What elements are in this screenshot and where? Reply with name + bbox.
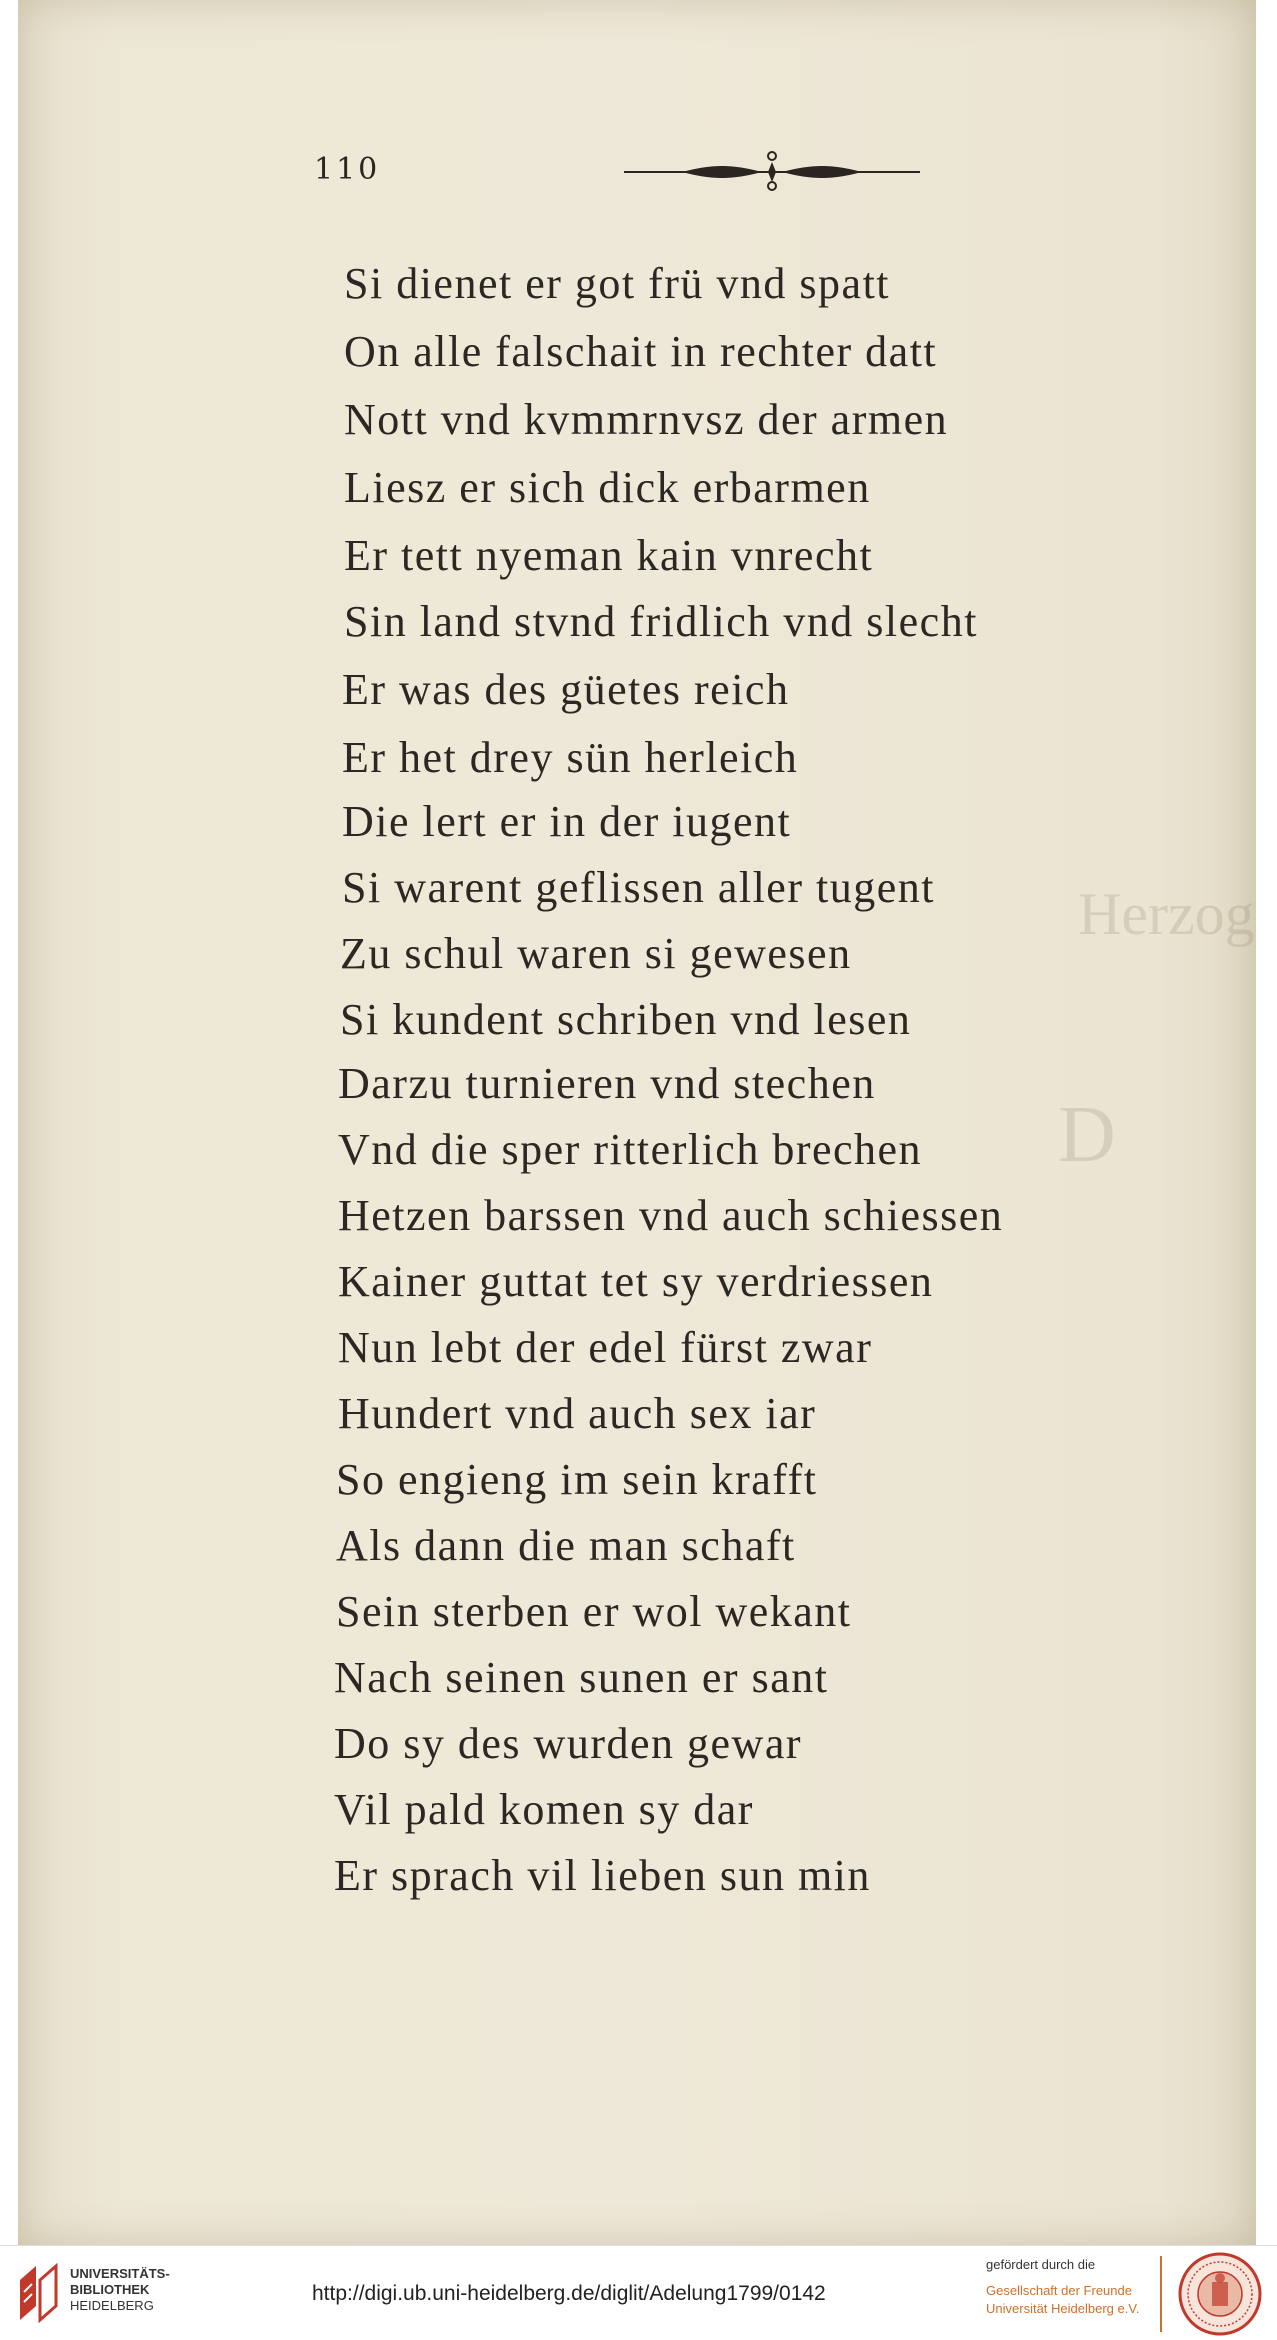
- library-name: [70, 2266, 170, 2314]
- ub-heidelberg-logo-icon: [16, 2262, 62, 2324]
- poem-line: Hetzen barssen vnd auch schiessen: [338, 1191, 1004, 1240]
- poem-line: Darzu turnieren vnd stechen: [338, 1059, 876, 1108]
- sponsor-org-line: Universität Heidelberg e.V.: [986, 2301, 1140, 2316]
- library-name-line: BIBLIOTHEK: [70, 2282, 150, 2297]
- poem-text: [18, 0, 1256, 2245]
- book-page: [18, 0, 1256, 2245]
- bleed-through-text: Herzog: [1078, 881, 1255, 947]
- poem-line: Nun lebt der edel fürst zwar: [338, 1323, 873, 1372]
- poem-line: Hundert vnd auch sex iar: [338, 1389, 817, 1438]
- poem-line: Er was des güetes reich: [342, 665, 790, 714]
- poem-line: Vil pald komen sy dar: [334, 1785, 754, 1834]
- viewer-footer: [0, 2245, 1277, 2340]
- library-name-line: HEIDELBERG: [70, 2298, 154, 2313]
- university-seal-icon: [1178, 2252, 1262, 2336]
- page-number: 110: [314, 152, 381, 187]
- poem-line: Als dann die man schaft: [336, 1521, 796, 1570]
- permalink-url[interactable]: http://digi.ub.uni-heidelberg.de/diglit/Adelung1799/0142: [312, 2282, 826, 2305]
- poem-line: Si dienet er got frü vnd spatt: [344, 259, 891, 308]
- poem-line: Do sy des wurden gewar: [334, 1719, 802, 1768]
- poem-line: On alle falschait in rechter datt: [344, 327, 938, 376]
- poem-line: Nott vnd kvmmrnvsz der armen: [344, 395, 949, 444]
- library-name-line: UNIVERSITÄTS-: [70, 2266, 170, 2281]
- poem-line: Si kundent schriben vnd lesen: [340, 995, 912, 1044]
- poem-line: Vnd die sper ritterlich brechen: [338, 1125, 923, 1174]
- bleed-through-initial: D: [1058, 1091, 1116, 1179]
- sponsor-label: gefördert durch die: [986, 2257, 1096, 2272]
- poem-line: Nach seinen sunen er sant: [334, 1653, 829, 1702]
- poem-line: Si warent geflissen aller tugent: [342, 863, 935, 912]
- poem-line: Kainer guttat tet sy verdriessen: [338, 1257, 934, 1306]
- poem-line: So engieng im sein krafft: [336, 1455, 818, 1504]
- sponsor-org-line: Gesellschaft der Freunde: [986, 2283, 1132, 2298]
- poem-line: Liesz er sich dick erbarmen: [344, 463, 871, 512]
- footer-divider: [1160, 2256, 1162, 2332]
- poem-line: Zu schul waren si gewesen: [340, 929, 852, 978]
- poem-line: Die lert er in der iugent: [342, 797, 792, 846]
- poem-line: Sein sterben er wol wekant: [336, 1587, 852, 1636]
- poem-line: Er sprach vil lieben sun min: [334, 1851, 871, 1900]
- poem-line: Er tett nyeman kain vnrecht: [344, 531, 874, 580]
- sponsor-credit: [986, 2256, 1139, 2318]
- poem-line: Sin land stvnd fridlich vnd slecht: [344, 597, 978, 646]
- poem-line: Er het drey sün herleich: [342, 733, 799, 782]
